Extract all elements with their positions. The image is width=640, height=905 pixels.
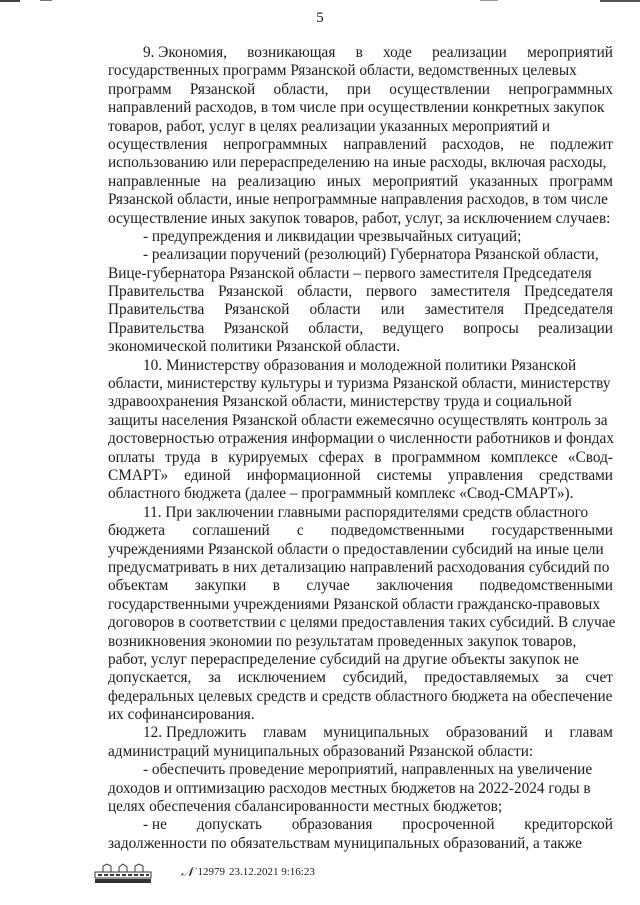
text-line [108, 633, 613, 651]
text-word: за [208, 669, 221, 687]
text-word: государственными учреждениями Рязанской области гражданско-правовых [108, 595, 600, 613]
text-word: подведомственными [330, 522, 465, 540]
text-line [108, 504, 613, 522]
text-word: в [374, 448, 382, 466]
text-line [108, 154, 613, 172]
text-line [108, 798, 613, 816]
text-word: случае [306, 577, 350, 595]
text-line [108, 596, 613, 614]
text-word: - обеспечить проведение мероприятий, направленных на увеличение [143, 761, 593, 779]
text-line [108, 62, 613, 80]
text-line [108, 375, 613, 393]
text-word: СМАРТ» [108, 466, 169, 484]
text-word: Рязанской [224, 301, 290, 319]
text-word: 11. При заключении главными распорядителями средств областного [143, 503, 589, 521]
text-word: работ, услуг перераспределение субсидий на другие объекты закупок не [108, 650, 579, 668]
text-line [108, 449, 613, 467]
text-line [108, 320, 613, 338]
text-word: ведущего [382, 319, 444, 337]
text-word: направлений расходов, в том числе при осуществлении конкретных закупок [108, 99, 605, 117]
text-word: области, [308, 319, 364, 337]
text-word: реализацию [237, 172, 316, 190]
text-line [108, 467, 613, 485]
document-number: 12979 [197, 866, 225, 878]
text-line [108, 688, 613, 706]
text-word: предусматривать в них детализацию направлений расходования субсидий по [108, 558, 610, 576]
text-line [108, 412, 613, 430]
text-word: - реализации поручений (резолюций) Губернатора Рязанской области, [143, 246, 599, 264]
text-word: программном [391, 448, 481, 466]
text-word: курируемых [228, 448, 309, 466]
text-line [108, 191, 613, 209]
text-word: иных [326, 172, 362, 190]
text-word: субсидий, [342, 669, 408, 687]
text-word: учреждениями Рязанской области о предоставлении субсидий на иные цели [108, 540, 604, 558]
text-word: первого [365, 283, 417, 301]
text-word: Правительства [108, 301, 205, 319]
text-word: заключения [376, 577, 453, 595]
text-word: направлений [343, 135, 427, 153]
text-word: возникающая [247, 44, 336, 61]
text-word: в [355, 44, 363, 61]
text-word: указанных [469, 172, 539, 190]
text-word: управления [447, 466, 524, 484]
text-line [108, 816, 613, 834]
text-line [108, 577, 613, 595]
text-word: Рязанской [218, 283, 284, 301]
paragraph-p11 [108, 503, 616, 725]
text-word: подлежит [549, 135, 613, 153]
text-word: сферах [318, 448, 365, 466]
text-line [108, 522, 613, 540]
text-line [108, 393, 613, 411]
text-word: системы [376, 466, 432, 484]
text-word: области, [297, 283, 353, 301]
text-line [108, 338, 613, 356]
text-word: областного бюджета (далее – программный комплекс «Свод-СМАРТ»). [108, 485, 574, 503]
text-line [108, 136, 613, 154]
text-word: исключением [237, 669, 326, 687]
text-line [108, 724, 613, 742]
stamp-mark-icon: 𝒩 [181, 864, 194, 879]
page-number: 5 [316, 10, 324, 26]
text-word: средствами [539, 466, 613, 484]
text-line [108, 780, 613, 798]
text-word: с [296, 522, 304, 540]
footer [93, 860, 315, 884]
text-word: комплексе [490, 448, 558, 466]
text-word: ходе [383, 44, 412, 61]
text-word: здравоохранения Рязанской области, министерству труда и социальной [108, 393, 572, 411]
text-word: задолженности по обязательствам муниципальных образований, а также [108, 834, 582, 852]
text-word: допускать [196, 816, 262, 834]
text-word: просроченной [402, 816, 495, 834]
text-word: осуществление иных закупок товаров, работ, услуг, за исключением случаев: [108, 209, 611, 227]
text-line [108, 265, 613, 283]
text-word: программ [549, 172, 613, 190]
text-word: реализации [538, 319, 613, 337]
text-word: образования [291, 816, 373, 834]
text-line [108, 669, 613, 687]
text-word: не [519, 135, 535, 153]
text-word: 12. Предложить [143, 724, 247, 742]
text-word: области, [273, 80, 329, 98]
text-word: в [272, 577, 280, 595]
text-line [108, 559, 613, 577]
text-word: государственных программ Рязанской области, ведомственных целевых [108, 62, 577, 80]
text-word: Рязанской области, иные непрограммные направления расходов, в том числе [108, 191, 608, 209]
text-line [108, 283, 613, 301]
text-line [108, 44, 613, 62]
scan-top-edge [0, 0, 640, 5]
text-word: или [380, 301, 405, 319]
text-word: договоров в соответствии с целями предоставления таких субсидий. В случае [108, 614, 616, 632]
text-line [108, 81, 613, 99]
text-word: главам [263, 724, 307, 742]
text-word: мероприятий [527, 44, 613, 61]
text-word: допускается, [108, 669, 192, 687]
text-line [108, 210, 613, 228]
text-word: муниципальных [323, 724, 430, 742]
text-word: доходов и оптимизацию расходов местных бюджетов на 2022-2024 годы в [108, 779, 591, 797]
text-word: реализации [432, 44, 507, 61]
text-line [108, 228, 613, 246]
text-word: соглашений [192, 522, 270, 540]
text-word: Председателя [524, 283, 613, 301]
text-word: образований [445, 724, 528, 742]
text-word: объектам [108, 577, 169, 595]
document-stamp [181, 864, 315, 880]
text-word: заместителя [430, 283, 511, 301]
paragraph-p9 [108, 44, 613, 357]
text-word: непрограммных [223, 135, 328, 153]
text-line [108, 173, 613, 191]
text-word: области [309, 301, 361, 319]
text-line [108, 651, 613, 669]
electronic-signature-logo [93, 860, 153, 884]
text-line [108, 485, 613, 503]
text-word: за [555, 669, 569, 687]
text-word: труда [165, 448, 201, 466]
text-word: заместителя [424, 301, 505, 319]
text-word: Правительства [108, 283, 205, 301]
text-line [108, 246, 613, 264]
text-line [108, 541, 613, 559]
text-word: Рязанской [223, 319, 289, 337]
text-word: мероприятий [372, 172, 459, 190]
text-word: их софинансирования. [108, 706, 255, 724]
text-word: «Свод- [567, 448, 613, 466]
text-word: 10. Министерству образования и молодежной политики Рязанской [143, 356, 577, 374]
text-line [108, 118, 613, 136]
text-word: Правительства [108, 319, 205, 337]
text-word: - предупреждения и ликвидации чрезвычайных ситуаций; [143, 227, 522, 245]
text-word: бюджета [108, 522, 166, 540]
text-line [108, 835, 613, 853]
text-word: подведомственными [479, 577, 613, 595]
text-word: осуществления [108, 135, 208, 153]
text-line [108, 761, 613, 779]
text-word: достоверностью отражения информации о численности работников и фондах [108, 430, 614, 448]
paragraph-p12 [108, 724, 613, 853]
body-text [108, 44, 616, 853]
text-word: кредиторской [524, 816, 613, 834]
text-word: товаров, работ, услуг в целях реализации указанных мероприятий и [108, 117, 551, 135]
text-word: информационной [246, 466, 361, 484]
text-word: государственными [491, 522, 613, 540]
text-line [108, 706, 613, 724]
text-word: главам [569, 724, 613, 742]
text-word: - не [143, 816, 167, 834]
text-word: при [346, 80, 371, 98]
text-word: области, министерству культуры и туризма Рязанской области, министерству [108, 375, 611, 393]
text-word: и [544, 724, 553, 742]
text-word: осуществлении [389, 80, 490, 98]
text-word: Вице-губернатора Рязанской области – первого заместителя Председателя [108, 264, 592, 282]
text-line [108, 743, 613, 761]
text-word: экономической политики Рязанской области. [108, 338, 401, 356]
text-word: на [211, 172, 227, 190]
text-word: счет [585, 669, 613, 687]
text-word: целях обеспечения сбалансированности местных бюджетов; [108, 798, 503, 816]
text-word: защиты населения Рязанской области ежемесячно осуществлять контроль за [108, 411, 608, 429]
text-word: непрограммных [508, 80, 613, 98]
text-word: расходов, [442, 135, 504, 153]
text-line [108, 301, 613, 319]
text-line [108, 357, 613, 375]
text-word: оплаты [108, 448, 155, 466]
paragraph-p10 [108, 357, 613, 504]
text-word: 9. Экономия, [143, 44, 227, 61]
text-word: в [210, 448, 218, 466]
text-line [108, 99, 613, 117]
text-word: направленные [108, 172, 201, 190]
text-word: использованию или перераспределению на иные расходы, включая расходы, [108, 154, 607, 172]
text-word: Рязанской [189, 80, 256, 98]
text-word: вопросы [463, 319, 519, 337]
text-line [108, 614, 616, 632]
text-word: закупки [194, 577, 247, 595]
text-word: возникновения экономии по результатам проведенных закупок товаров, [108, 632, 577, 650]
text-word: Председателя [524, 301, 613, 319]
text-word: администраций муниципальных образований Рязанской области: [108, 742, 534, 760]
text-line [108, 430, 613, 448]
text-word: предоставляемых [424, 669, 539, 687]
document-timestamp: 23.12.2021 9:16:23 [228, 866, 315, 878]
text-word: федеральных целевых средств и средств областного бюджета на обеспечение [108, 687, 613, 705]
text-word: единой [184, 466, 231, 484]
text-word: программ [108, 80, 172, 98]
